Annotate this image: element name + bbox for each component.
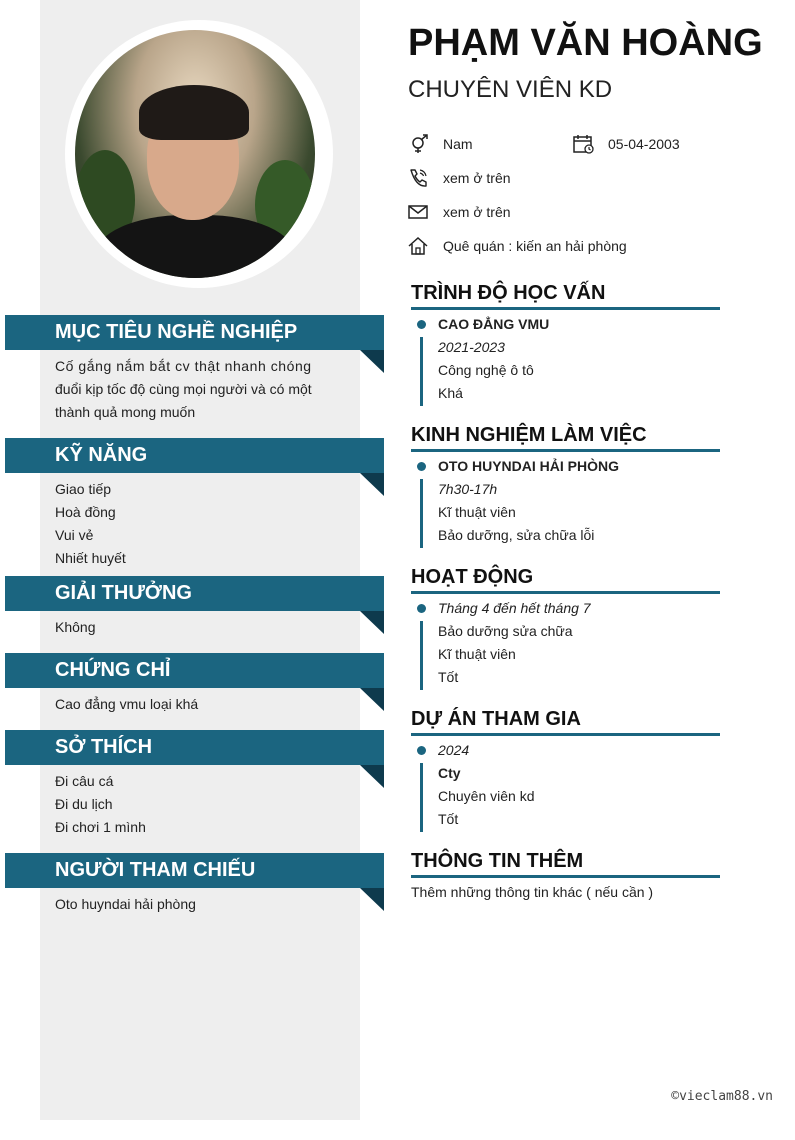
birthday-row <box>573 132 723 156</box>
objective-heading-fold <box>360 350 384 373</box>
education-dot <box>417 320 426 329</box>
gender-icon <box>408 134 430 154</box>
hobbies-list <box>55 770 316 839</box>
additional-heading: THÔNG TIN THÊM <box>411 847 720 878</box>
activities-heading: HOẠT ĐỘNG <box>411 563 720 594</box>
activities-line: Tốt <box>438 669 459 685</box>
candidate-position: CHUYÊN VIÊN KD <box>408 76 613 103</box>
skill-item: Nhiết huyết <box>55 550 126 566</box>
skill-item: Giao tiếp <box>55 481 112 497</box>
skills-heading: KỸ NĂNG <box>5 438 384 473</box>
skill-item: Vui vẻ <box>55 527 94 543</box>
experience-timeline <box>420 479 423 548</box>
education-period: 2021-2023 <box>438 339 505 355</box>
education-grade: Khá <box>438 385 463 401</box>
skills-heading-fold <box>360 473 384 496</box>
footer-watermark: ©vieclam88.vn <box>671 1089 773 1104</box>
certificates-list <box>55 693 316 716</box>
skill-item: Hoà đồng <box>55 504 116 520</box>
hobby-item: Đi chơi 1 mình <box>55 819 146 835</box>
objective-line: Cố gắng nắm bắt cv thật nhanh chóng <box>55 358 312 374</box>
phone-icon <box>408 168 430 188</box>
hobbies-heading: SỞ THÍCH <box>5 730 384 765</box>
certificate-item: Cao đẳng vmu loại khá <box>55 696 199 712</box>
objective-line: thành quả mong muốn <box>55 404 196 420</box>
reference-item: Oto huyndai hải phòng <box>55 896 196 912</box>
certificates-heading: CHỨNG CHỈ <box>5 653 384 688</box>
additional-text: Thêm những thông tin khác ( nếu cần ) <box>411 884 654 900</box>
awards-heading: GIẢI THƯỞNG <box>5 576 384 611</box>
gender-row <box>408 132 558 156</box>
experience-role: Kĩ thuật viên <box>438 504 516 520</box>
award-item: Không <box>55 619 96 635</box>
experience-company: OTO HUYNDAI HẢI PHÒNG <box>438 458 619 474</box>
projects-timeline <box>420 763 423 832</box>
experience-period: 7h30-17h <box>438 481 498 497</box>
certificates-heading-fold <box>360 688 384 711</box>
activities-dot <box>417 604 426 613</box>
projects-period: 2024 <box>438 742 470 758</box>
email-icon <box>408 202 430 222</box>
hobbies-heading-fold <box>360 765 384 788</box>
skills-list <box>55 478 316 570</box>
experience-dot <box>417 462 426 471</box>
home-icon <box>408 236 430 256</box>
activities-line: Kĩ thuật viên <box>438 646 516 662</box>
education-school: CAO ĐẲNG VMU <box>438 316 550 332</box>
phone-value: xem ở trên <box>443 170 511 186</box>
projects-line: Tốt <box>438 811 459 827</box>
email-value: xem ở trên <box>443 204 511 220</box>
awards-heading-fold <box>360 611 384 634</box>
experience-description: Bảo dưỡng, sửa chữa lỗi <box>438 527 595 543</box>
avatar <box>75 30 315 278</box>
activities-period: Tháng 4 đến hết tháng 7 <box>438 600 591 616</box>
objective-line: đuổi kịp tốc độ cùng mọi người và có một <box>55 381 312 397</box>
activities-line: Bảo dưỡng sửa chữa <box>438 623 573 639</box>
education-major: Công nghệ ô tô <box>438 362 534 378</box>
projects-dot <box>417 746 426 755</box>
objective-text <box>55 355 316 424</box>
education-timeline <box>420 337 423 406</box>
avatar-shoulders <box>95 215 295 278</box>
calendar-icon <box>573 134 595 154</box>
projects-line: Chuyên viên kd <box>438 788 535 804</box>
projects-heading: DỰ ÁN THAM GIA <box>411 705 720 736</box>
experience-heading: KINH NGHIỆM LÀM VIỆC <box>411 421 720 452</box>
phone-row <box>408 166 608 190</box>
email-row <box>408 200 608 224</box>
address-value: Quê quán : kiến an hải phòng <box>443 238 627 254</box>
candidate-name: PHẠM VĂN HOÀNG <box>408 22 763 64</box>
references-heading-fold <box>360 888 384 911</box>
birthday-value: 05-04-2003 <box>608 136 680 152</box>
avatar-hair <box>139 85 249 140</box>
references-list <box>55 893 316 916</box>
projects-name: Cty <box>438 765 461 781</box>
gender-value: Nam <box>443 136 473 152</box>
hobby-item: Đi câu cá <box>55 773 114 789</box>
awards-list <box>55 616 316 639</box>
address-row <box>408 234 708 258</box>
references-heading: NGƯỜI THAM CHIẾU <box>5 853 384 888</box>
education-heading: TRÌNH ĐỘ HỌC VẤN <box>411 279 720 310</box>
activities-timeline <box>420 621 423 690</box>
hobby-item: Đi du lịch <box>55 796 113 812</box>
objective-heading: MỤC TIÊU NGHỀ NGHIỆP <box>5 315 384 350</box>
